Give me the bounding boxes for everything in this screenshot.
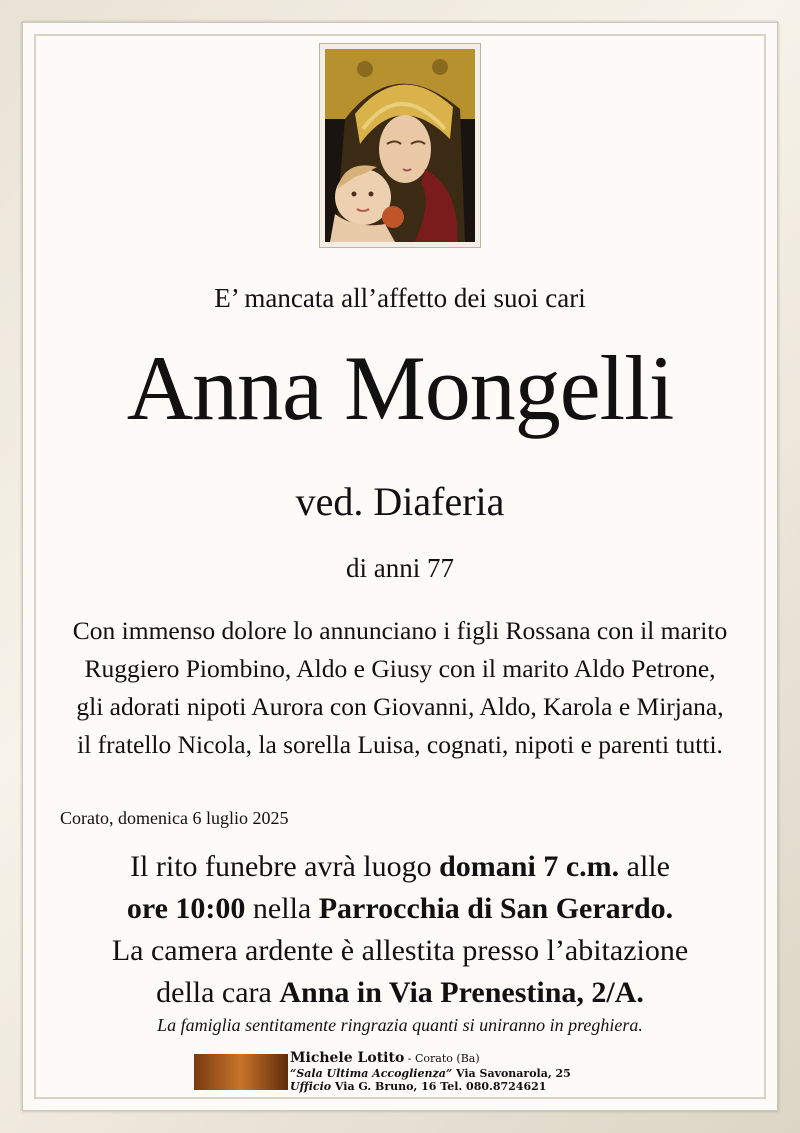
announcement-line: Ruggiero Piombino, Aldo e Giusy con il marito Aldo Petrone,: [84, 654, 716, 683]
place-date: Corato, domenica 6 luglio 2025: [60, 808, 289, 828]
agency-hall-name: “Sala Ultima Accoglienza”: [290, 1067, 453, 1080]
agency-details: [290, 1050, 610, 1093]
agency-name: Michele Lotito: [290, 1050, 405, 1066]
agency-office-label: Ufficio: [290, 1080, 332, 1093]
rite-line-3: La camera ardente è allestita presso l’abitazione: [111, 934, 689, 967]
intro-line: E’ mancata all’affetto dei suoi cari: [214, 283, 586, 313]
agency-logo-icon: [194, 1054, 288, 1090]
age-line: di anni 77: [346, 553, 454, 583]
agency-name-line: [290, 1050, 610, 1067]
rite-line-1: [40, 846, 760, 888]
rite-line-4: [40, 972, 760, 1014]
rite-church: Parrocchia di San Gerardo.: [318, 892, 674, 925]
holy-image-frame: [319, 43, 481, 248]
announcement-line: gli adorati nipoti Aurora con Giovanni, Aldo, Karola e Mirjana,: [76, 692, 724, 721]
agency-city: - Corato (Ba): [404, 1052, 480, 1065]
rite-address: Anna in Via Prenestina, 2/A.: [279, 976, 644, 1009]
madonna-and-child-icon: [325, 49, 475, 242]
rite-text: Il rito funebre avrà luogo: [130, 850, 440, 883]
agency-office-line: [290, 1080, 610, 1093]
agency-hall-address: Via Savonarola, 25: [452, 1067, 571, 1080]
rite-text: alle: [619, 850, 670, 883]
thanks-line: La famiglia sentitamente ringrazia quanti si uniranno in preghiera.: [157, 1015, 643, 1035]
announcement-line: il fratello Nicola, la sorella Luisa, cognati, nipoti e parenti tutti.: [77, 730, 723, 759]
funeral-agency: [194, 1050, 614, 1096]
deceased-name: Anna Mongelli: [126, 337, 674, 439]
announcement-text: [40, 612, 760, 764]
rite-time: ore 10:00: [126, 892, 246, 925]
agency-hall-line: [290, 1067, 610, 1080]
announcement-line: Con immenso dolore lo annunciano i figli Rossana con il marito: [72, 616, 728, 645]
rite-date: domani 7 c.m.: [439, 850, 620, 883]
agency-office-address: Via G. Bruno, 16 Tel. 080.8724621: [331, 1080, 547, 1093]
rite-text: della cara: [156, 976, 280, 1009]
rite-line-2: [40, 888, 760, 930]
rite-info: [40, 846, 760, 1014]
rite-text: nella: [245, 892, 319, 925]
widow-of-line: ved. Diaferia: [295, 479, 505, 524]
